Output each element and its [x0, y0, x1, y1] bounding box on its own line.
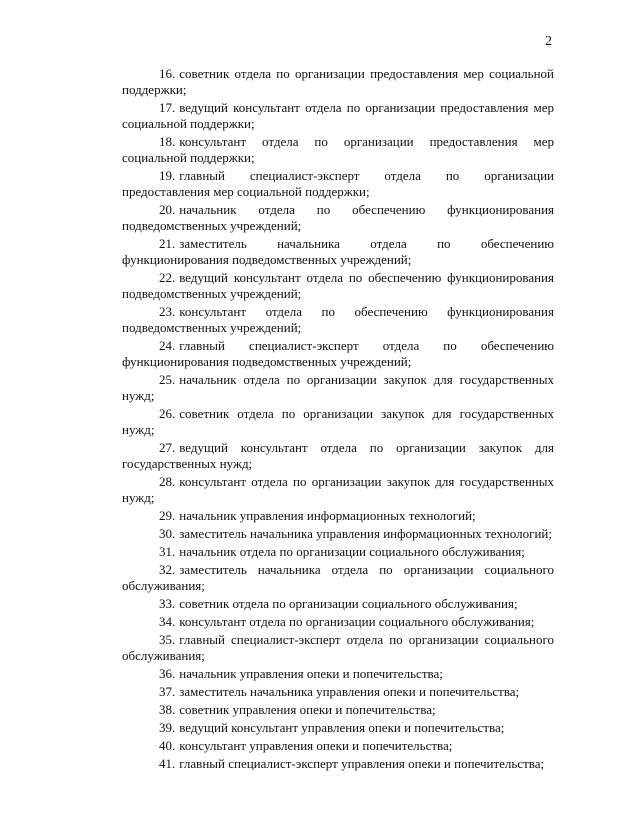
list-item	[122, 562, 554, 594]
item-text: консультант отдела по организации закупок для государственных нужд;	[122, 474, 554, 505]
item-text: начальник отдела по организации социального обслуживания;	[179, 544, 525, 559]
item-number: 20.	[159, 202, 176, 217]
list-item	[122, 134, 554, 166]
item-text: ведущий консультант отдела по обеспечению функционирования подведомственных учреждений;	[122, 270, 554, 301]
list-item	[122, 372, 554, 404]
item-text: советник управления опеки и попечительства;	[179, 702, 436, 717]
item-text: консультант отдела по обеспечению функционирования подведомственных учреждений;	[122, 304, 554, 335]
item-number: 38.	[159, 702, 176, 717]
list-item	[122, 304, 554, 336]
list-item	[122, 526, 554, 542]
list-item	[122, 270, 554, 302]
item-text: главный специалист-эксперт управления опеки и попечительства;	[179, 756, 545, 771]
item-number: 40.	[159, 738, 176, 753]
item-text: главный специалист-эксперт отдела по организации социального обслуживания;	[122, 632, 554, 663]
item-number: 28.	[159, 474, 176, 489]
item-number: 36.	[159, 666, 176, 681]
item-text: ведущий консультант отдела по организации закупок для государственных нужд;	[122, 440, 554, 471]
list-item	[122, 756, 554, 772]
list-item	[122, 474, 554, 506]
item-number: 16.	[159, 66, 176, 81]
item-text: ведущий консультант управления опеки и попечительства;	[179, 720, 505, 735]
list-item	[122, 632, 554, 664]
item-number: 25.	[159, 372, 176, 387]
item-number: 17.	[159, 100, 176, 115]
item-text: заместитель начальника отдела по организации социального обслуживания;	[122, 562, 554, 593]
item-text: консультант управления опеки и попечительства;	[179, 738, 453, 753]
item-text: начальник отдела по организации закупок для государственных нужд;	[122, 372, 554, 403]
item-text: консультант отдела по организации предоставления мер социальной поддержки;	[122, 134, 554, 165]
item-number: 22.	[159, 270, 176, 285]
item-number: 21.	[159, 236, 176, 251]
list-item	[122, 544, 554, 560]
item-number: 32.	[159, 562, 176, 577]
item-number: 26.	[159, 406, 176, 421]
item-number: 30.	[159, 526, 176, 541]
list-item	[122, 702, 554, 718]
item-number: 31.	[159, 544, 176, 559]
item-text: консультант отдела по организации социального обслуживания;	[179, 614, 535, 629]
list-item	[122, 738, 554, 754]
item-text: заместитель начальника управления опеки и попечительства;	[179, 684, 520, 699]
position-list	[122, 66, 554, 774]
list-item	[122, 596, 554, 612]
page-number: 2	[545, 34, 552, 49]
item-text: ведущий консультант отдела по организации предоставления мер социальной поддержки;	[122, 100, 554, 131]
item-number: 18.	[159, 134, 176, 149]
list-item	[122, 614, 554, 630]
item-text: начальник управления опеки и попечительства;	[179, 666, 443, 681]
item-number: 23.	[159, 304, 176, 319]
list-item	[122, 684, 554, 700]
item-number: 29.	[159, 508, 176, 523]
item-number: 37.	[159, 684, 176, 699]
item-text: советник отдела по организации закупок для государственных нужд;	[122, 406, 554, 437]
list-item	[122, 406, 554, 438]
item-number: 41.	[159, 756, 176, 771]
item-text: начальник отдела по обеспечению функционирования подведомственных учреждений;	[122, 202, 554, 233]
item-number: 27.	[159, 440, 176, 455]
item-number: 19.	[159, 168, 176, 183]
item-number: 24.	[159, 338, 176, 353]
list-item	[122, 440, 554, 472]
list-item	[122, 720, 554, 736]
list-item	[122, 66, 554, 98]
list-item	[122, 100, 554, 132]
item-text: советник отдела по организации социального обслуживания;	[179, 596, 518, 611]
item-number: 35.	[159, 632, 176, 647]
list-item	[122, 168, 554, 200]
item-text: главный специалист-эксперт отдела по организации предоставления мер социальной поддержки;	[122, 168, 554, 199]
item-text: советник отдела по организации предоставления мер социальной поддержки;	[122, 66, 554, 97]
item-text: заместитель начальника отдела по обеспечению функционирования подведомственных учреждений;	[122, 236, 554, 267]
item-number: 39.	[159, 720, 176, 735]
list-item	[122, 202, 554, 234]
item-text: главный специалист-эксперт отдела по обеспечению функционирования подведомственных учреждений;	[122, 338, 554, 369]
item-text: заместитель начальника управления информационных технологий;	[179, 526, 552, 541]
list-item	[122, 338, 554, 370]
list-item	[122, 666, 554, 682]
item-number: 34.	[159, 614, 176, 629]
list-item	[122, 236, 554, 268]
item-number: 33.	[159, 596, 176, 611]
item-text: начальник управления информационных технологий;	[179, 508, 476, 523]
list-item	[122, 508, 554, 524]
